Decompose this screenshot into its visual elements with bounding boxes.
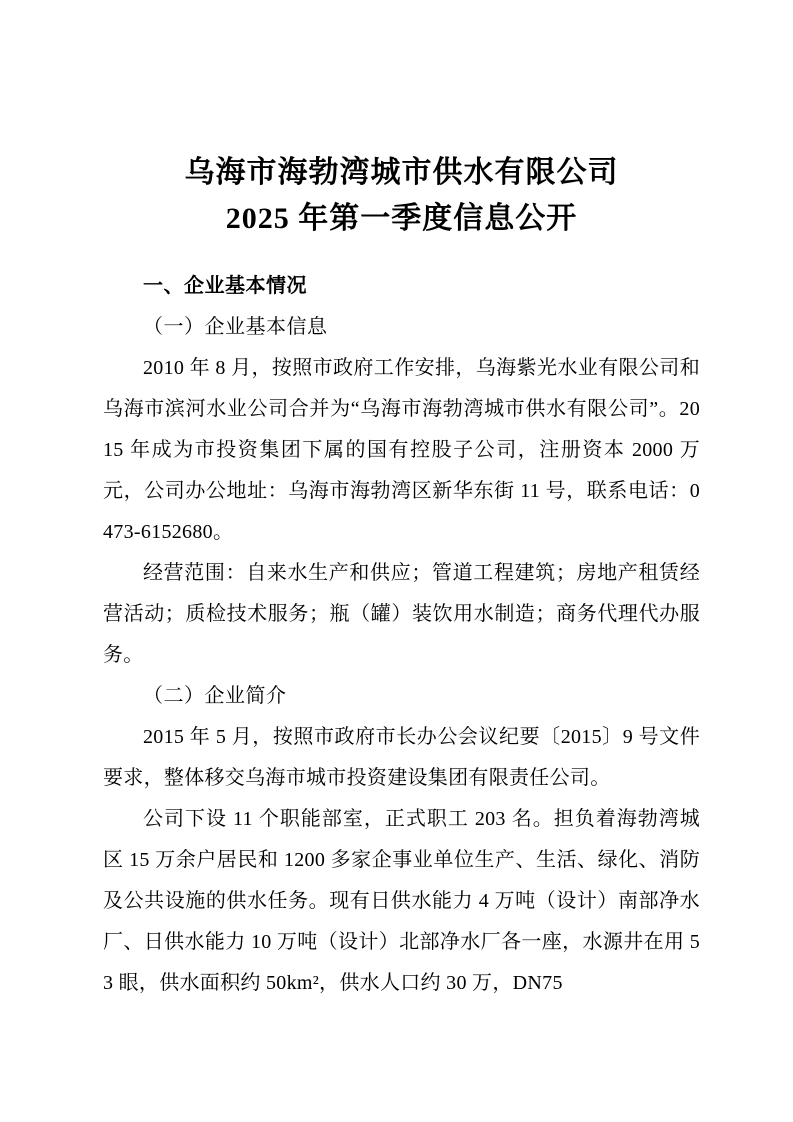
document-title [103,150,700,242]
paragraph-company-capacity: 公司下设 11 个职能部室，正式职工 203 名。担负着海勃湾城区 15 万余户居民和 1200 多家企事业单位生产、生活、绿化、消防及公共设施的供水任务。现有日供水能力 4 万吨（设计）南部净水厂、日供水能力 10 万吨（设计）北部净水厂各一座，水源井在用 53 眼，供水面积约 50km²，供水人口约 30 万，DN75 [103,808,700,994]
subsection-heading-company-profile: （二）企业简介 [143,685,287,707]
document-title-line-2: 2025 年第一季度信息公开 [225,202,578,235]
document-title-line-1: 乌海市海勃湾城市供水有限公司 [184,156,619,189]
paragraph-transfer-2015: 2015 年 5 月，按照市政府市长办公会议纪要〔2015〕9 号文件要求，整体移交乌海市城市投资建设集团有限责任公司。 [103,726,700,789]
section-heading-basic-situation: 一、企业基本情况 [143,275,307,297]
subsection-heading-basic-info: （一）企业基本信息 [143,316,328,338]
paragraph-company-history: 2010 年 8 月，按照市政府工作安排，乌海紫光水业有限公司和乌海市滨河水业公司合并为“乌海市海勃湾城市供水有限公司”。2015 年成为市投资集团下属的国有控股子公司，注册资本 2000 万元，公司办公地址：乌海市海勃湾区新华东街 11 号，联系电话：0473-6152680。 [103,357,700,543]
paragraph-business-scope: 经营范围：自来水生产和供应；管道工程建筑；房地产租赁经营活动；质检技术服务；瓶（罐）装饮用水制造；商务代理代办服务。 [103,562,700,666]
